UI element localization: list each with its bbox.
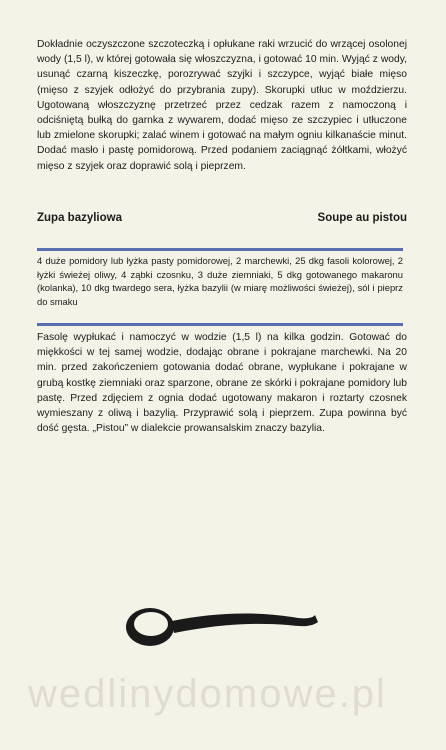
ingredients-list: 4 duże pomidory lub łyżka pasty pomidorowej, 2 marchewki, 25 dkg fasoli kolorowej, 2 łyżki świeżej oliwy, 4 ząbki czosnku, 3 duże ziemniaki, 5 dkg gotowanego makaronu (kolanka), 10 dkg twardego sera, łyżka bazylii (w miarę możliwości świeżej), sól i pieprz do smaku [37, 255, 403, 307]
ingredients-top-rule [37, 248, 403, 251]
recipe-title-polish: Zupa bazyliowa [37, 212, 122, 224]
watermark: wedlinydomowe.pl [28, 672, 387, 716]
recipe-header [37, 212, 407, 224]
ingredients-bottom-rule [37, 323, 403, 326]
ladle-icon [122, 595, 322, 655]
recipe-title-french: Soupe au pistou [317, 212, 407, 224]
basil-soup-instructions: Fasolę wypłukać i namoczyć w wodzie (1,5 l) na kilka godzin. Gotować do miękkości w tej samej wodzie, dodając obrane i pokrajane marchewki. Na 20 min. przed zakończeniem gotowania dodać obrane, wypłukane i pokrajane w grubą kostkę ziemniaki oraz sparzone, obrane ze skórki i pokrajane pomidory lub pastę. Przed zdjęciem z ognia dodać ugotowany makaron i roztarty czosnek wymieszany z oliwą i bazylią. Przyprawić solą i pieprzem. Zupa powinna być dość gęsta. „Pistou” w dialekcie prowansalskim znaczy bazylia. [37, 332, 407, 435]
crayfish-soup-instructions: Dokładnie oczyszczone szczoteczką i opłukane raki wrzucić do wrzącej osolonej wody (1,5 l), w której gotowała się włoszczyzna, i gotować 10 min. Wyjąć z wody, usunąć czarną kiszeczkę, porozrywać szyjki i szczypce, wyjąć białe mięso (mięso z szyjek odłożyć do przybrania zupy). Skorupki utłuc w moździerzu. Ugotowaną włoszczyznę przetrzeć przez cedzak razem z namoczoną i odciśniętą bułką do garnka z wywarem, dodać mięso ze szczypiec i utłuczone lub zmielone skorupki; zalać winem i gotować na małym ogniu kilkanaście minut. Dodać masło i pastę pomidorową. Przed podaniem zaciągnąć żółtkami, włożyć mięso z szyjek oraz doprawić solą i pieprzem. [37, 39, 407, 172]
